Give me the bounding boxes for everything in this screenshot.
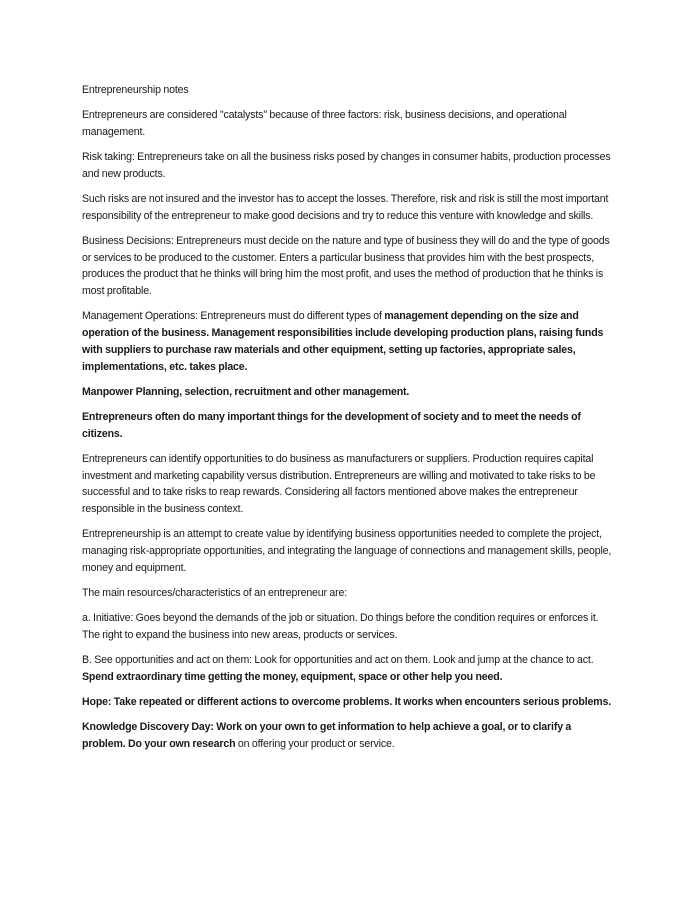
- bold-text-segment: Entrepreneurs often do many important things for the development of society and to meet the needs of citizens.: [82, 410, 581, 440]
- paragraph-hope: [82, 694, 617, 711]
- bold-text-segment: Knowledge Discovery Day: Work on your own to get information to help achieve a goal, or to clarify a problem. Do your own research: [82, 720, 572, 750]
- paragraph-initiative: [82, 610, 617, 644]
- text-segment: Management Operations: Entrepreneurs must do different types of: [82, 310, 385, 323]
- text-segment: Entrepreneurship is an attempt to create value by identifying business opportunities needed to complete the project, managing risk-appropriate opportunities, and integrating the language of connections and management skills, people, money and equipment.: [82, 528, 612, 574]
- bold-text-segment: Hope: Take repeated or different actions to overcome problems. It works when encounters serious problems.: [82, 695, 612, 708]
- text-segment: Such risks are not insured and the investor has to accept the losses. Therefore, risk and risk is still the most important responsibility of the entrepreneur to make good decisions and try to reduce this venture with knowledge and skills.: [82, 192, 609, 222]
- text-segment: The main resources/characteristics of an entrepreneur are:: [82, 586, 348, 599]
- paragraph-knowledge-discovery: [82, 719, 617, 753]
- text-segment: Entrepreneurs can identify opportunities to do business as manufacturers or suppliers. Production requires capital investment and marketing capability versus distribution. Entrepreneurs are willing and motivated to take risks to be successful and to take risks to reap rewards. Considering all factors mentioned above makes the entrepreneur responsible in the business context.: [82, 452, 596, 516]
- bold-text-segment: Manpower Planning, selection, recruitment and other management.: [82, 385, 410, 398]
- paragraph-risk-taking: [82, 149, 617, 183]
- text-segment: on offering your product or service.: [235, 737, 395, 750]
- paragraph-see-opportunities: [82, 652, 617, 686]
- paragraph-uninsured-risks: [82, 191, 617, 225]
- text-segment: B. See opportunities and act on them: Look for opportunities and act on them. Look and jump at the chance to act.: [82, 653, 594, 666]
- text-segment: Risk taking: Entrepreneurs take on all the business risks posed by changes in consumer habits, production processes and new products.: [82, 150, 611, 180]
- paragraph-main-resources: [82, 585, 617, 602]
- bold-text-segment: Spend extraordinary time getting the money, equipment, space or other help you need.: [82, 670, 503, 683]
- paragraph-identify-opportunities: [82, 451, 617, 518]
- bold-text-segment: management depending on the size and operation of the business. Management responsibilities include developing production plans, raising funds with suppliers to purchase raw materials and other equipment, setting up factories, appropriate sales, implementations, etc. takes place.: [82, 310, 604, 373]
- paragraph-catalysts: [82, 107, 617, 141]
- document-page: [82, 82, 617, 761]
- text-segment: a. Initiative: Goes beyond the demands of the job or situation. Do things before the condition requires or enforces it. The right to expand the business into new areas, products or services.: [82, 611, 599, 641]
- paragraph-manpower-planning: [82, 384, 617, 401]
- paragraph-entrepreneurship-definition: [82, 526, 617, 576]
- document-title: Entrepreneurship notes: [82, 84, 189, 96]
- text-segment: Entrepreneurs are considered "catalysts" because of three factors: risk, business decisions, and operational management.: [82, 109, 567, 138]
- text-segment: Business Decisions: Entrepreneurs must decide on the nature and type of business they will do and the type of goods or services to be produced to the customer. Enters a particular business that provides him with the best prospects, produces the product that he thinks will bring him the most profit, and uses the method of production that he thinks is most profitable.: [82, 234, 610, 298]
- paragraph-society-development: [82, 409, 617, 443]
- paragraph-business-decisions: [82, 233, 617, 300]
- paragraph-management-operations: [82, 308, 617, 375]
